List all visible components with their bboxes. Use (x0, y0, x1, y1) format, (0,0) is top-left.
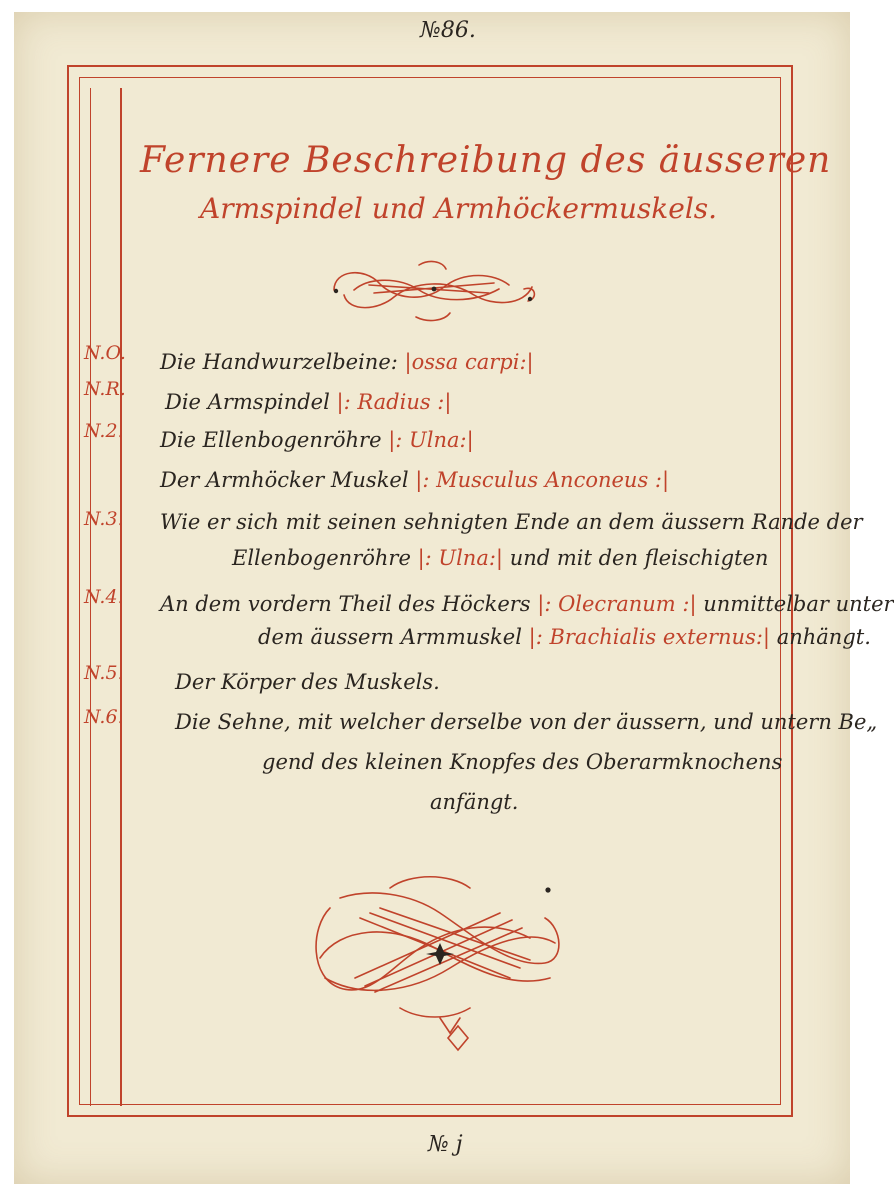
entry-number: N.3. (84, 508, 124, 530)
title-line-2: Armspindel und Armhöckermuskels. (200, 192, 718, 225)
bottom-flourish-ornament (300, 868, 570, 1058)
gathering-signature: № j (428, 1132, 463, 1157)
text: gend des kleinen Knopfes des Oberarmknochens (262, 750, 783, 774)
term-latin: |: Musculus Anconeus :| (415, 468, 670, 492)
term-latin: |: Radius :| (336, 390, 452, 414)
entry-text-continued (430, 790, 518, 814)
entry-number: N.4. (84, 586, 124, 608)
entry-text (160, 428, 474, 452)
term-german: Die Armspindel (165, 390, 330, 414)
entry-number: N.R. (84, 378, 126, 400)
entry-number: N.6. (84, 706, 124, 728)
entry-number: N.O. (84, 342, 126, 364)
entry-text (165, 390, 451, 414)
text: anfängt. (430, 790, 519, 814)
term-german: Die Ellenbogenröhre (160, 428, 382, 452)
entry-text (175, 710, 877, 734)
entry-text-continued (258, 625, 871, 649)
term-latin: |: Olecranum :| (537, 592, 697, 616)
entry-number: N.5. (84, 662, 124, 684)
term-german: Die Handwurzelbeine: (160, 350, 398, 374)
entry-text (160, 350, 534, 374)
page-number: №86. (420, 18, 476, 43)
text-after: unmittelbar unter (703, 592, 894, 616)
text-after: und mit den fleischigten (509, 546, 769, 570)
text: Die Sehne, mit welcher derselbe von der äussern, und untern Be„ (175, 710, 878, 734)
top-flourish-ornament (324, 255, 544, 325)
entry-text (160, 468, 669, 492)
term-german: dem äussern Armmuskel (258, 625, 522, 649)
term-german: Der Armhöcker Muskel (160, 468, 409, 492)
entry-text (160, 510, 863, 534)
entry-text-continued (232, 546, 768, 570)
term-german: An dem vordern Theil des Höckers (160, 592, 531, 616)
term-german: Ellenbogenröhre (232, 546, 411, 570)
entry-number: N.2. (84, 420, 124, 442)
entry-text (175, 670, 440, 694)
text-after: anhängt. (776, 625, 871, 649)
term-latin: |: Ulna:| (388, 428, 474, 452)
entry-text (160, 592, 894, 616)
title-line-1: Fernere Beschreibung des äusseren (140, 140, 832, 181)
entry-text-continued (262, 750, 782, 774)
term-latin: |: Brachialis externus:| (528, 625, 771, 649)
term-latin: |: Ulna:| (417, 546, 503, 570)
term-latin: |ossa carpi:| (404, 350, 534, 374)
text: Der Körper des Muskels. (175, 670, 440, 694)
text: Wie er sich mit seinen sehnigten Ende an dem äussern Rande der (160, 510, 863, 534)
